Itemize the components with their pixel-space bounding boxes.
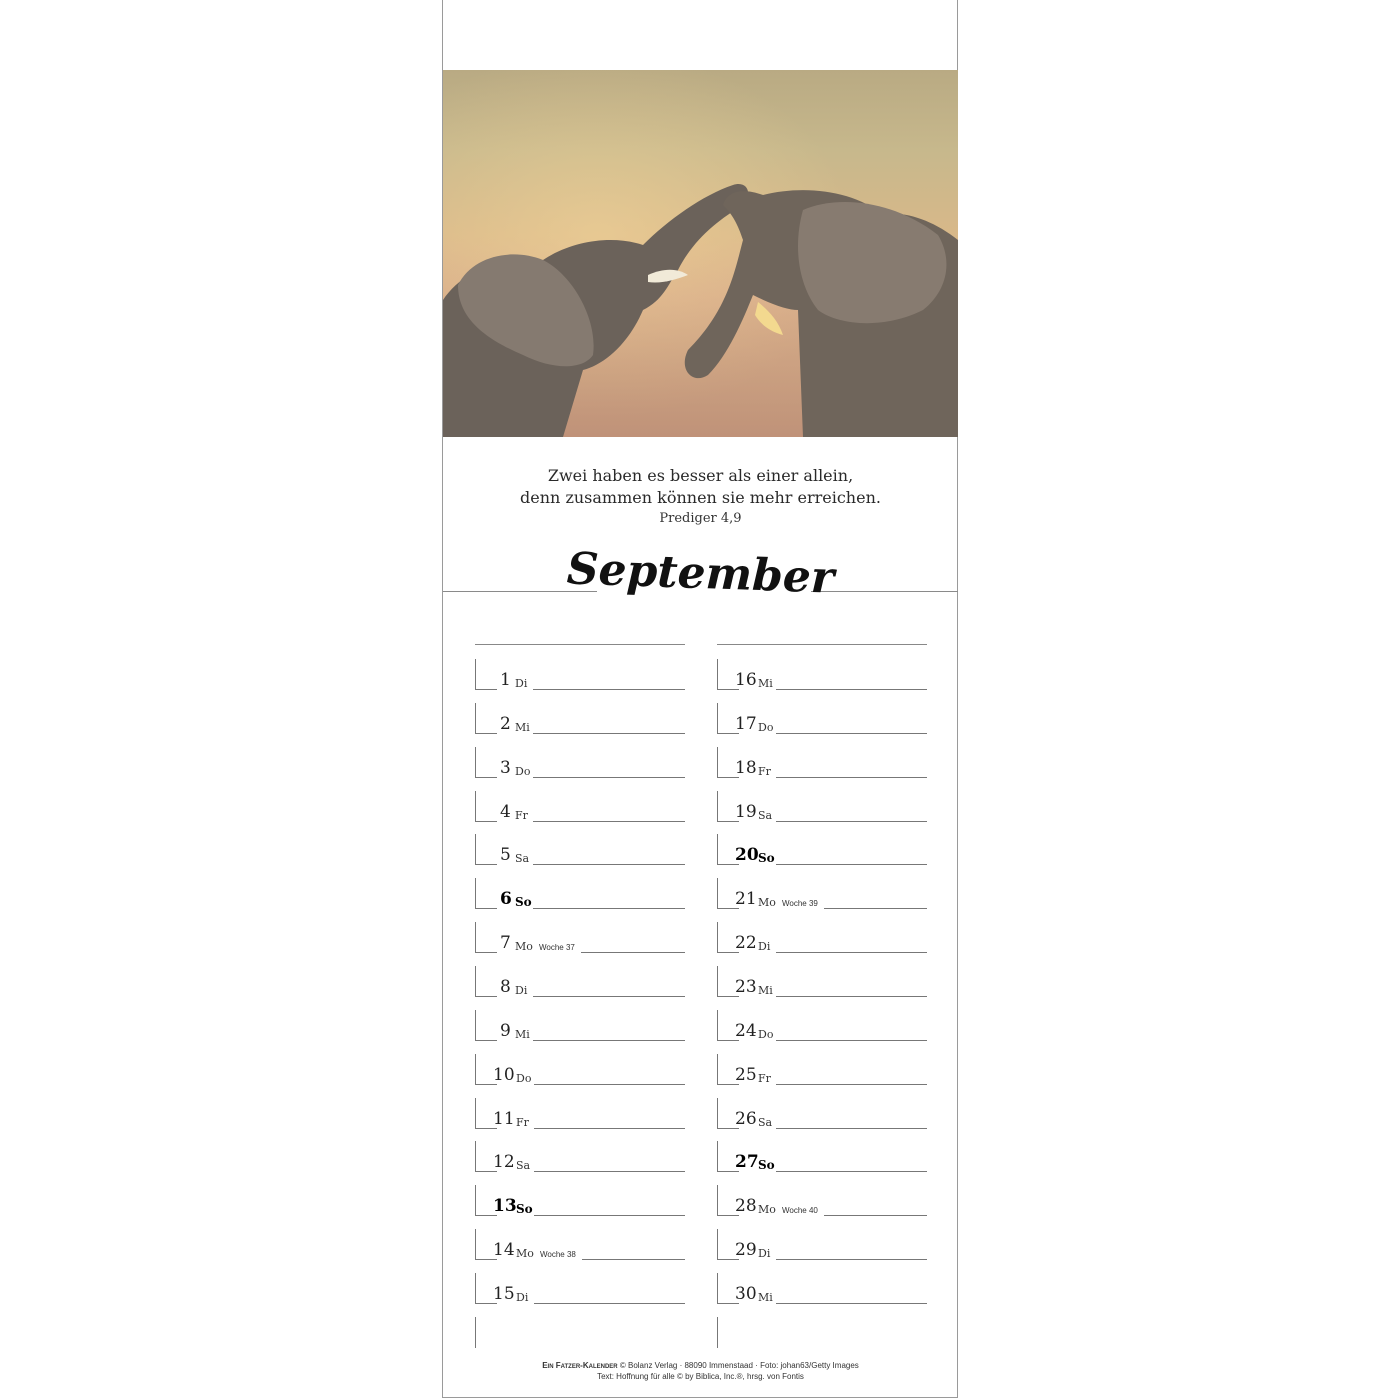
- writing-line[interactable]: [533, 733, 685, 734]
- writing-line[interactable]: [776, 1084, 927, 1085]
- day-number: 5: [500, 845, 511, 866]
- writing-line[interactable]: [776, 1171, 927, 1172]
- day-number: 7: [500, 933, 511, 954]
- weekday-label: Di: [758, 1247, 771, 1261]
- row-bracket: [475, 747, 476, 778]
- row-bracket: [475, 1141, 476, 1172]
- weekday-label: Mi: [758, 677, 773, 690]
- weekday-label: Sa: [516, 1159, 531, 1173]
- weekday-label: Sa: [758, 1115, 773, 1129]
- row-tick: [475, 908, 497, 909]
- row-bracket: [475, 1010, 476, 1041]
- row-bracket: [717, 922, 718, 953]
- weekday-label: Di: [515, 677, 528, 690]
- day-row: [717, 962, 927, 1006]
- day-number: 29: [735, 1240, 757, 1261]
- day-row: [475, 1094, 685, 1138]
- day-row: [475, 830, 685, 874]
- weekday-label: Sa: [758, 808, 773, 822]
- day-number: 28: [735, 1196, 757, 1217]
- row-tick: [475, 1040, 497, 1041]
- row-bracket: [475, 791, 476, 822]
- day-number: 18: [735, 757, 757, 778]
- weekday-label: Do: [758, 720, 774, 734]
- elephants-illustration: [443, 70, 958, 437]
- day-row: [475, 1137, 685, 1181]
- writing-line[interactable]: [776, 821, 927, 822]
- day-number: 3: [500, 757, 511, 778]
- writing-line[interactable]: [776, 1259, 927, 1260]
- day-number: 16: [735, 670, 757, 690]
- row-bracket: [717, 1185, 718, 1216]
- row-tick: [475, 777, 497, 778]
- writing-line[interactable]: [581, 952, 685, 953]
- row-bracket: [717, 878, 718, 909]
- month-title: September: [566, 543, 835, 604]
- row-bracket: [717, 1054, 718, 1085]
- day-row: [717, 1269, 927, 1313]
- day-row: [717, 1050, 927, 1094]
- day-number: 10: [493, 1064, 515, 1085]
- quote-line-2: denn zusammen können sie mehr erreichen.: [520, 488, 881, 507]
- writing-line[interactable]: [534, 1171, 685, 1172]
- day-row: [475, 874, 685, 918]
- writing-line[interactable]: [776, 864, 927, 865]
- writing-line[interactable]: [533, 821, 685, 822]
- day-number: 1: [500, 670, 511, 690]
- day-number: 13: [493, 1196, 517, 1217]
- footer-brand: Ein Fatzer-Kalender: [542, 1361, 618, 1370]
- footer-line-1: © Bolanz Verlag · 88090 Immenstaad · Foto: johan63/Getty Images: [619, 1361, 859, 1370]
- day-row-empty: [717, 1313, 927, 1357]
- writing-line[interactable]: [776, 777, 927, 778]
- row-bracket: [717, 966, 718, 997]
- day-row: [475, 743, 685, 787]
- row-bracket: [475, 703, 476, 734]
- writing-line[interactable]: [824, 908, 927, 909]
- row-bracket: [475, 966, 476, 997]
- day-number: 20: [735, 845, 759, 866]
- day-number: 14: [493, 1240, 515, 1261]
- row-bracket: [475, 1317, 476, 1348]
- day-row: [475, 655, 685, 699]
- day-row: [475, 787, 685, 831]
- writing-line[interactable]: [534, 1303, 685, 1304]
- day-row: [717, 655, 927, 699]
- day-number: 23: [735, 976, 757, 997]
- day-row: [475, 962, 685, 1006]
- weekday-label: Sa: [515, 852, 530, 866]
- day-row: [717, 1181, 927, 1225]
- row-bracket: [475, 1229, 476, 1260]
- day-number: 21: [735, 889, 757, 910]
- day-row: [475, 1269, 685, 1313]
- row-tick: [475, 821, 497, 822]
- weekday-label: Mi: [515, 720, 530, 734]
- quote-line-1: Zwei haben es besser als einer allein,: [547, 466, 854, 485]
- writing-line[interactable]: [824, 1215, 927, 1216]
- weekday-label: Do: [516, 1071, 532, 1085]
- writing-line[interactable]: [776, 996, 927, 997]
- writing-line[interactable]: [582, 1259, 685, 1260]
- day-number: 9: [500, 1020, 511, 1041]
- row-bracket: [717, 1141, 718, 1172]
- writing-line[interactable]: [776, 1040, 927, 1041]
- writing-line[interactable]: [776, 1128, 927, 1129]
- week-number: Woche 39: [782, 899, 818, 909]
- weekday-label: Mo: [515, 940, 533, 954]
- weekday-label: Di: [516, 1290, 529, 1304]
- day-number: 17: [735, 713, 757, 734]
- writing-line[interactable]: [533, 996, 685, 997]
- row-bracket: [717, 1273, 718, 1304]
- day-row: [475, 1006, 685, 1050]
- weekday-label: Do: [515, 764, 531, 778]
- quote-reference: Prediger 4,9: [659, 511, 742, 526]
- weekday-label: Di: [515, 983, 528, 997]
- day-number: 19: [735, 801, 757, 822]
- left-column-top-rule: [475, 644, 685, 645]
- weekday-label: Fr: [516, 1115, 529, 1129]
- day-number: 25: [735, 1064, 757, 1085]
- weekday-label: Mo: [516, 1247, 534, 1261]
- writing-line[interactable]: [534, 1128, 685, 1129]
- day-row: [717, 874, 927, 918]
- writing-line[interactable]: [776, 952, 927, 953]
- day-number: 24: [735, 1020, 757, 1041]
- weekday-label: Mo: [758, 1203, 776, 1217]
- day-number: 30: [735, 1283, 757, 1304]
- writing-line[interactable]: [534, 1084, 685, 1085]
- row-tick: [475, 864, 497, 865]
- day-row: [717, 1094, 927, 1138]
- writing-line[interactable]: [776, 689, 927, 690]
- day-row: [717, 699, 927, 743]
- weekday-label: So: [516, 1202, 533, 1217]
- row-bracket: [475, 1098, 476, 1129]
- weekday-label: Do: [758, 1027, 774, 1041]
- day-number: 22: [735, 933, 757, 954]
- weekday-label: Di: [758, 940, 771, 954]
- day-row: [717, 1225, 927, 1269]
- row-bracket: [717, 1317, 718, 1348]
- day-row: [475, 1225, 685, 1269]
- weekday-label: So: [515, 895, 532, 910]
- row-bracket: [475, 922, 476, 953]
- weekday-label: Mi: [758, 983, 773, 997]
- writing-line[interactable]: [776, 1303, 927, 1304]
- row-bracket: [717, 1229, 718, 1260]
- writing-line[interactable]: [776, 733, 927, 734]
- row-bracket: [475, 834, 476, 865]
- row-tick: [475, 689, 497, 690]
- row-bracket: [717, 1098, 718, 1129]
- writing-line[interactable]: [534, 1215, 685, 1216]
- row-bracket: [717, 747, 718, 778]
- week-number: Woche 38: [540, 1250, 576, 1260]
- row-tick: [475, 996, 497, 997]
- row-bracket: [475, 1185, 476, 1216]
- day-number: 11: [493, 1108, 515, 1129]
- row-bracket: [475, 659, 476, 690]
- row-tick: [475, 733, 497, 734]
- weekday-label: Fr: [758, 1071, 771, 1085]
- writing-line[interactable]: [533, 1040, 685, 1041]
- day-number: 27: [735, 1152, 759, 1173]
- row-tick: [475, 952, 497, 953]
- calendar-page: [442, 0, 958, 1398]
- day-number: 2: [500, 713, 511, 734]
- day-row: [717, 1006, 927, 1050]
- day-row: [475, 1181, 685, 1225]
- weekday-label: Mi: [515, 1027, 530, 1041]
- day-number: 4: [500, 801, 511, 822]
- writing-line[interactable]: [533, 864, 685, 865]
- weekday-label: Fr: [758, 764, 771, 778]
- day-number: 8: [500, 976, 511, 997]
- row-bracket: [717, 1010, 718, 1041]
- day-row-empty: [475, 1313, 685, 1357]
- weekday-label: So: [758, 1158, 775, 1173]
- row-bracket: [475, 1054, 476, 1085]
- day-number: 12: [493, 1152, 515, 1173]
- day-row: [717, 787, 927, 831]
- footer-line-2: Text: Hoffnung für alle © by Biblica, Inc.®, hrsg. von Fontis: [597, 1372, 804, 1381]
- week-number: Woche 37: [539, 943, 575, 953]
- right-column-top-rule: [717, 644, 927, 645]
- week-number: Woche 40: [782, 1206, 818, 1216]
- row-bracket: [717, 834, 718, 865]
- elephants-photo: [443, 70, 958, 437]
- day-row: [475, 699, 685, 743]
- row-bracket: [475, 1273, 476, 1304]
- day-row: [717, 918, 927, 962]
- day-row: [717, 1137, 927, 1181]
- writing-line[interactable]: [533, 689, 685, 690]
- day-row: [717, 743, 927, 787]
- day-row: [475, 918, 685, 962]
- writing-line[interactable]: [533, 908, 685, 909]
- weekday-label: Fr: [515, 808, 528, 822]
- row-bracket: [717, 703, 718, 734]
- day-number: 26: [735, 1108, 757, 1129]
- day-row: [475, 1050, 685, 1094]
- day-number: 15: [493, 1283, 515, 1304]
- row-bracket: [475, 878, 476, 909]
- weekday-label: So: [758, 851, 775, 866]
- day-row: [717, 830, 927, 874]
- footer-credits: [443, 1361, 958, 1370]
- writing-line[interactable]: [533, 777, 685, 778]
- weekday-label: Mi: [758, 1290, 773, 1304]
- weekday-label: Mo: [758, 896, 776, 910]
- day-number: 6: [500, 889, 512, 910]
- row-bracket: [717, 791, 718, 822]
- row-bracket: [717, 659, 718, 690]
